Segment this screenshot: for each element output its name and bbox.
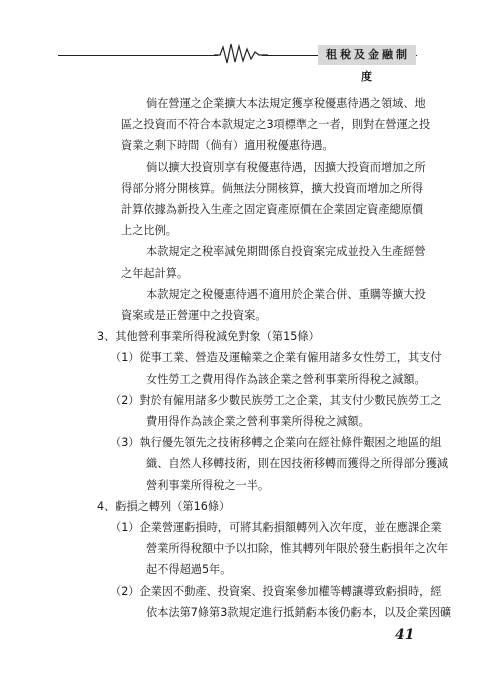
body-line: 起不得超過5年。 [146,563,232,577]
body-line: 本款規定之稅率減免期間係自投資案完成並投入生產經營 [146,245,426,259]
page-number: 41 [395,627,415,643]
body-line: 女性勞工之費用得作為該企業之營利事業所得稅之減額。 [146,372,426,386]
body-line: （3）執行優先領先之技術移轉之企業向在經社條件艱困之地區的組 [110,436,442,450]
body-line: 營利事業所得稅之一半。 [146,478,270,492]
body-line: 資業之剩下時間（倘有）適用稅優惠待遇。 [121,139,334,153]
body-line: 資案或是正營運中之投資案。 [121,309,267,322]
body-line: 依本法第7條第3款規定進行抵銷虧本後仍虧本，以及企業因礦 [146,605,452,619]
body-line: 之年起計算。 [121,266,189,280]
body-line: 計算依據為新投入生產之固定資產原價在企業固定資產總原價 [121,203,424,216]
body-line: 本款規定之稅優惠待遇不適用於企業合併、重購等擴大投 [146,287,426,301]
body-line: 倘以擴大投資別享有稅優惠待遇，因擴大投資而增加之所 [146,160,426,174]
section-heading: 4、虧損之轉列（第16條） [97,499,231,513]
body-line: 營業所得稅額中予以扣除，惟其轉列年限於發生虧損年之次年 [146,542,449,556]
body-line: （1）從事工業、營造及運輸業之企業有僱用諸多女性勞工，其支付 [110,351,442,365]
section-heading: 3、其他營利事業所得稅減免對象（第15條） [97,330,320,344]
body-line: 得部分將分開核算。倘無法分開核算，擴大投資而增加之所得 [121,181,424,195]
body-line: （1）企業營運虧損時，可將其虧損額轉列入次年度，並在應課企業 [110,521,442,534]
body-line: 上之比例。 [121,224,177,238]
body-line: 區之投資而不符合本款規定之3項標準之一者，則對在營運之投 [121,118,431,132]
body-line: 織、自然人移轉技術，則在因技術移轉而獲得之所得部分獲減 [146,457,449,471]
body-line: （2）企業因不動產、投資案、投資案參加權等轉讓導致虧損時，經 [110,584,442,598]
header-title: 租稅及金融制度 [326,48,410,83]
body-line: 費用得作為該企業之營利事業所得稅之減額。 [146,415,370,428]
body-line: 倘在營運之企業擴大本法規定獲享稅優惠待遇之領域、地 [146,97,426,110]
body-line: （2）對於有僱用諸多少數民族勞工之企業，其支付少數民族勞工之 [110,393,442,407]
